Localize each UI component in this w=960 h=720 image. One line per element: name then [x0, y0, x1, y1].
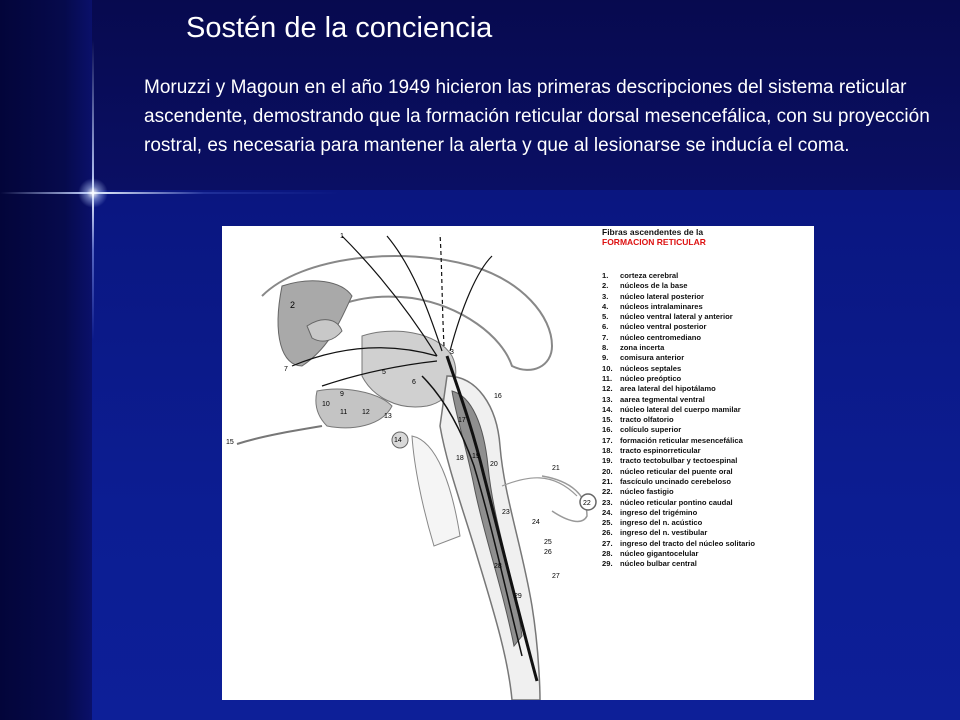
legend-item-number: 20. [602, 466, 613, 476]
legend-item-label: núcleo reticular pontino caudal [620, 497, 733, 507]
diagram-label-26: 26 [544, 549, 552, 556]
legend-item-label: ingreso del n. vestibular [620, 528, 708, 538]
decorative-horizontal-line [0, 192, 340, 194]
legend-item [602, 425, 812, 435]
legend-item [602, 456, 812, 466]
legend-item [602, 395, 812, 405]
legend-item-number: 19. [602, 456, 613, 466]
diagram-label-3: 3 [450, 349, 454, 356]
legend-item-number: 7. [602, 332, 609, 342]
legend-item-label: núcleo ventral lateral y anterior [620, 312, 733, 322]
diagram-label-9: 9 [340, 391, 344, 398]
legend-item-number: 4. [602, 301, 609, 311]
legend-item-label: tracto olfatorio [620, 415, 674, 425]
legend-item-label: núcleos septales [620, 363, 682, 373]
diagram-label-14: 14 [394, 437, 402, 444]
legend-item [602, 353, 812, 363]
legend-item-label: area lateral del hipotálamo [620, 384, 716, 394]
diagram-label-23: 23 [502, 509, 510, 516]
legend-item-label: núcleo bulbar central [620, 559, 697, 569]
decorative-star-glow [78, 178, 108, 208]
legend-item [602, 467, 812, 477]
legend-item [602, 281, 812, 291]
legend-item [602, 292, 812, 302]
legend-item [602, 333, 812, 343]
diagram-label-15: 15 [226, 439, 234, 446]
legend-item [602, 477, 812, 487]
legend-item [602, 528, 812, 538]
legend-item-label: núcleo reticular del puente oral [620, 466, 733, 476]
legend-item [602, 415, 812, 425]
legend-item-number: 12. [602, 384, 613, 394]
legend-item-label: ingreso del tracto del núcleo solitario [620, 538, 756, 548]
legend-item-label: núcleos de la base [620, 281, 688, 291]
projection-1c [440, 234, 444, 346]
legend-item [602, 364, 812, 374]
legend-item-number: 24. [602, 507, 613, 517]
diagram-label-12: 12 [362, 409, 370, 416]
legend-item-label: núcleo preóptico [620, 373, 682, 383]
diagram-label-25: 25 [544, 539, 552, 546]
legend-item-label: zona incerta [620, 343, 665, 353]
legend-item-label: núcleo fastigio [620, 487, 674, 497]
legend-item-number: 16. [602, 425, 613, 435]
legend-item-number: 10. [602, 363, 613, 373]
legend-item-number: 22. [602, 487, 613, 497]
legend-item-number: 29. [602, 559, 613, 569]
legend-item-label: núcleo gigantocelular [620, 549, 699, 559]
legend-item-label: tracto espinorreticular [620, 446, 701, 456]
legend-item-label: núcleos intralaminares [620, 301, 703, 311]
legend-item-label: ingreso del trigémino [620, 507, 698, 517]
olfactory-tract [237, 426, 322, 444]
legend-item-number: 11. [602, 373, 613, 383]
brain-diagram [222, 226, 602, 700]
legend-item-label: formación reticular mesencefálica [620, 435, 743, 445]
legend-item [602, 559, 812, 569]
diagram-label-1: 1 [340, 233, 344, 240]
legend-item-number: 14. [602, 404, 613, 414]
legend-item [602, 508, 812, 518]
legend-item [602, 384, 812, 394]
caudate-region [307, 320, 342, 341]
legend-item-label: núcleo lateral posterior [620, 291, 704, 301]
legend-item-label: núcleo ventral posterior [620, 322, 707, 332]
legend-item [602, 487, 812, 497]
legend-item [602, 302, 812, 312]
reticular-formation-figure [222, 226, 814, 700]
slide-left-band [0, 0, 92, 720]
diagram-label-2: 2 [290, 300, 296, 310]
diagram-label-18: 18 [456, 455, 464, 462]
legend-item-number: 9. [602, 353, 609, 363]
diagram-label-16: 16 [494, 393, 502, 400]
legend-item-label: ingreso del n. acústico [620, 518, 703, 528]
legend-item [602, 312, 812, 322]
diagram-label-7: 7 [284, 366, 288, 373]
legend-item-label: comisura anterior [620, 353, 685, 363]
diagram-label-21: 21 [552, 465, 560, 472]
legend-item-number: 18. [602, 446, 613, 456]
legend-item-number: 2. [602, 281, 609, 291]
legend-item-number: 25. [602, 518, 613, 528]
legend-item [602, 271, 812, 281]
slide-paragraph: Moruzzi y Magoun en el año 1949 hicieron las primeras descripciones del sistema reticular ascendente, demostrando que la formación reticular dorsal mesencefálica, con su proyección rostral, es necesaria para mantener la alerta y que al lesionarse se inducía el coma. [144, 77, 930, 156]
legend-item-number: 1. [602, 271, 609, 280]
diagram-label-10: 10 [322, 401, 330, 408]
legend-item-label: colículo superior [620, 425, 682, 435]
legend-item-number: 5. [602, 312, 609, 322]
legend-item-number: 13. [602, 394, 613, 404]
diagram-label-19: 19 [472, 453, 480, 460]
legend-item-number: 26. [602, 528, 613, 538]
legend-item [602, 436, 812, 446]
legend-item-label: tracto tectobulbar y tectoespinal [620, 456, 738, 466]
legend-item-label: corteza cerebral [620, 271, 679, 280]
legend-item [602, 518, 812, 528]
legend-item-label: aarea tegmental ventral [620, 394, 705, 404]
legend-list [602, 271, 812, 570]
diagram-label-29: 29 [514, 593, 522, 600]
legend-item-number: 3. [602, 291, 609, 301]
legend-item-number: 8. [602, 343, 609, 353]
legend-item-number: 15. [602, 415, 613, 425]
legend-item [602, 374, 812, 384]
slide-title: Sostén de la conciencia [186, 12, 493, 44]
legend-subtitle: FORMACION RETICULAR [602, 237, 706, 247]
diagram-label-13: 13 [384, 413, 392, 420]
legend-item [602, 539, 812, 549]
diagram-label-28: 28 [494, 563, 502, 570]
legend-item [602, 343, 812, 353]
diagram-label-5: 5 [382, 369, 386, 376]
diagram-label-11: 11 [340, 409, 348, 416]
legend-item [602, 405, 812, 415]
legend-item-number: 6. [602, 322, 609, 332]
legend-item [602, 322, 812, 332]
legend-item-label: fascículo uncinado cerebeloso [620, 476, 731, 486]
diagram-label-22: 22 [583, 500, 591, 507]
spinoreticular-input [502, 478, 577, 496]
diagram-label-24: 24 [532, 519, 540, 526]
diagram-label-20: 20 [490, 461, 498, 468]
legend-item-number: 17. [602, 435, 613, 445]
diagram-label-27: 27 [552, 573, 560, 580]
legend-item [602, 549, 812, 559]
diagram-label-17: 17 [458, 417, 466, 424]
legend-item-number: 21. [602, 476, 613, 486]
legend-item [602, 446, 812, 456]
legend-title: Fibras ascendentes de la [602, 227, 704, 237]
legend-item [602, 498, 812, 508]
legend-item-number: 23. [602, 497, 613, 507]
legend-item-number: 27. [602, 538, 613, 548]
legend-item-number: 28. [602, 549, 613, 559]
diagram-label-6: 6 [412, 379, 416, 386]
legend-item-label: núcleo centromediano [620, 332, 702, 342]
figure-legend [602, 228, 812, 586]
legend-item-label: núcleo lateral del cuerpo mamilar [620, 404, 741, 414]
